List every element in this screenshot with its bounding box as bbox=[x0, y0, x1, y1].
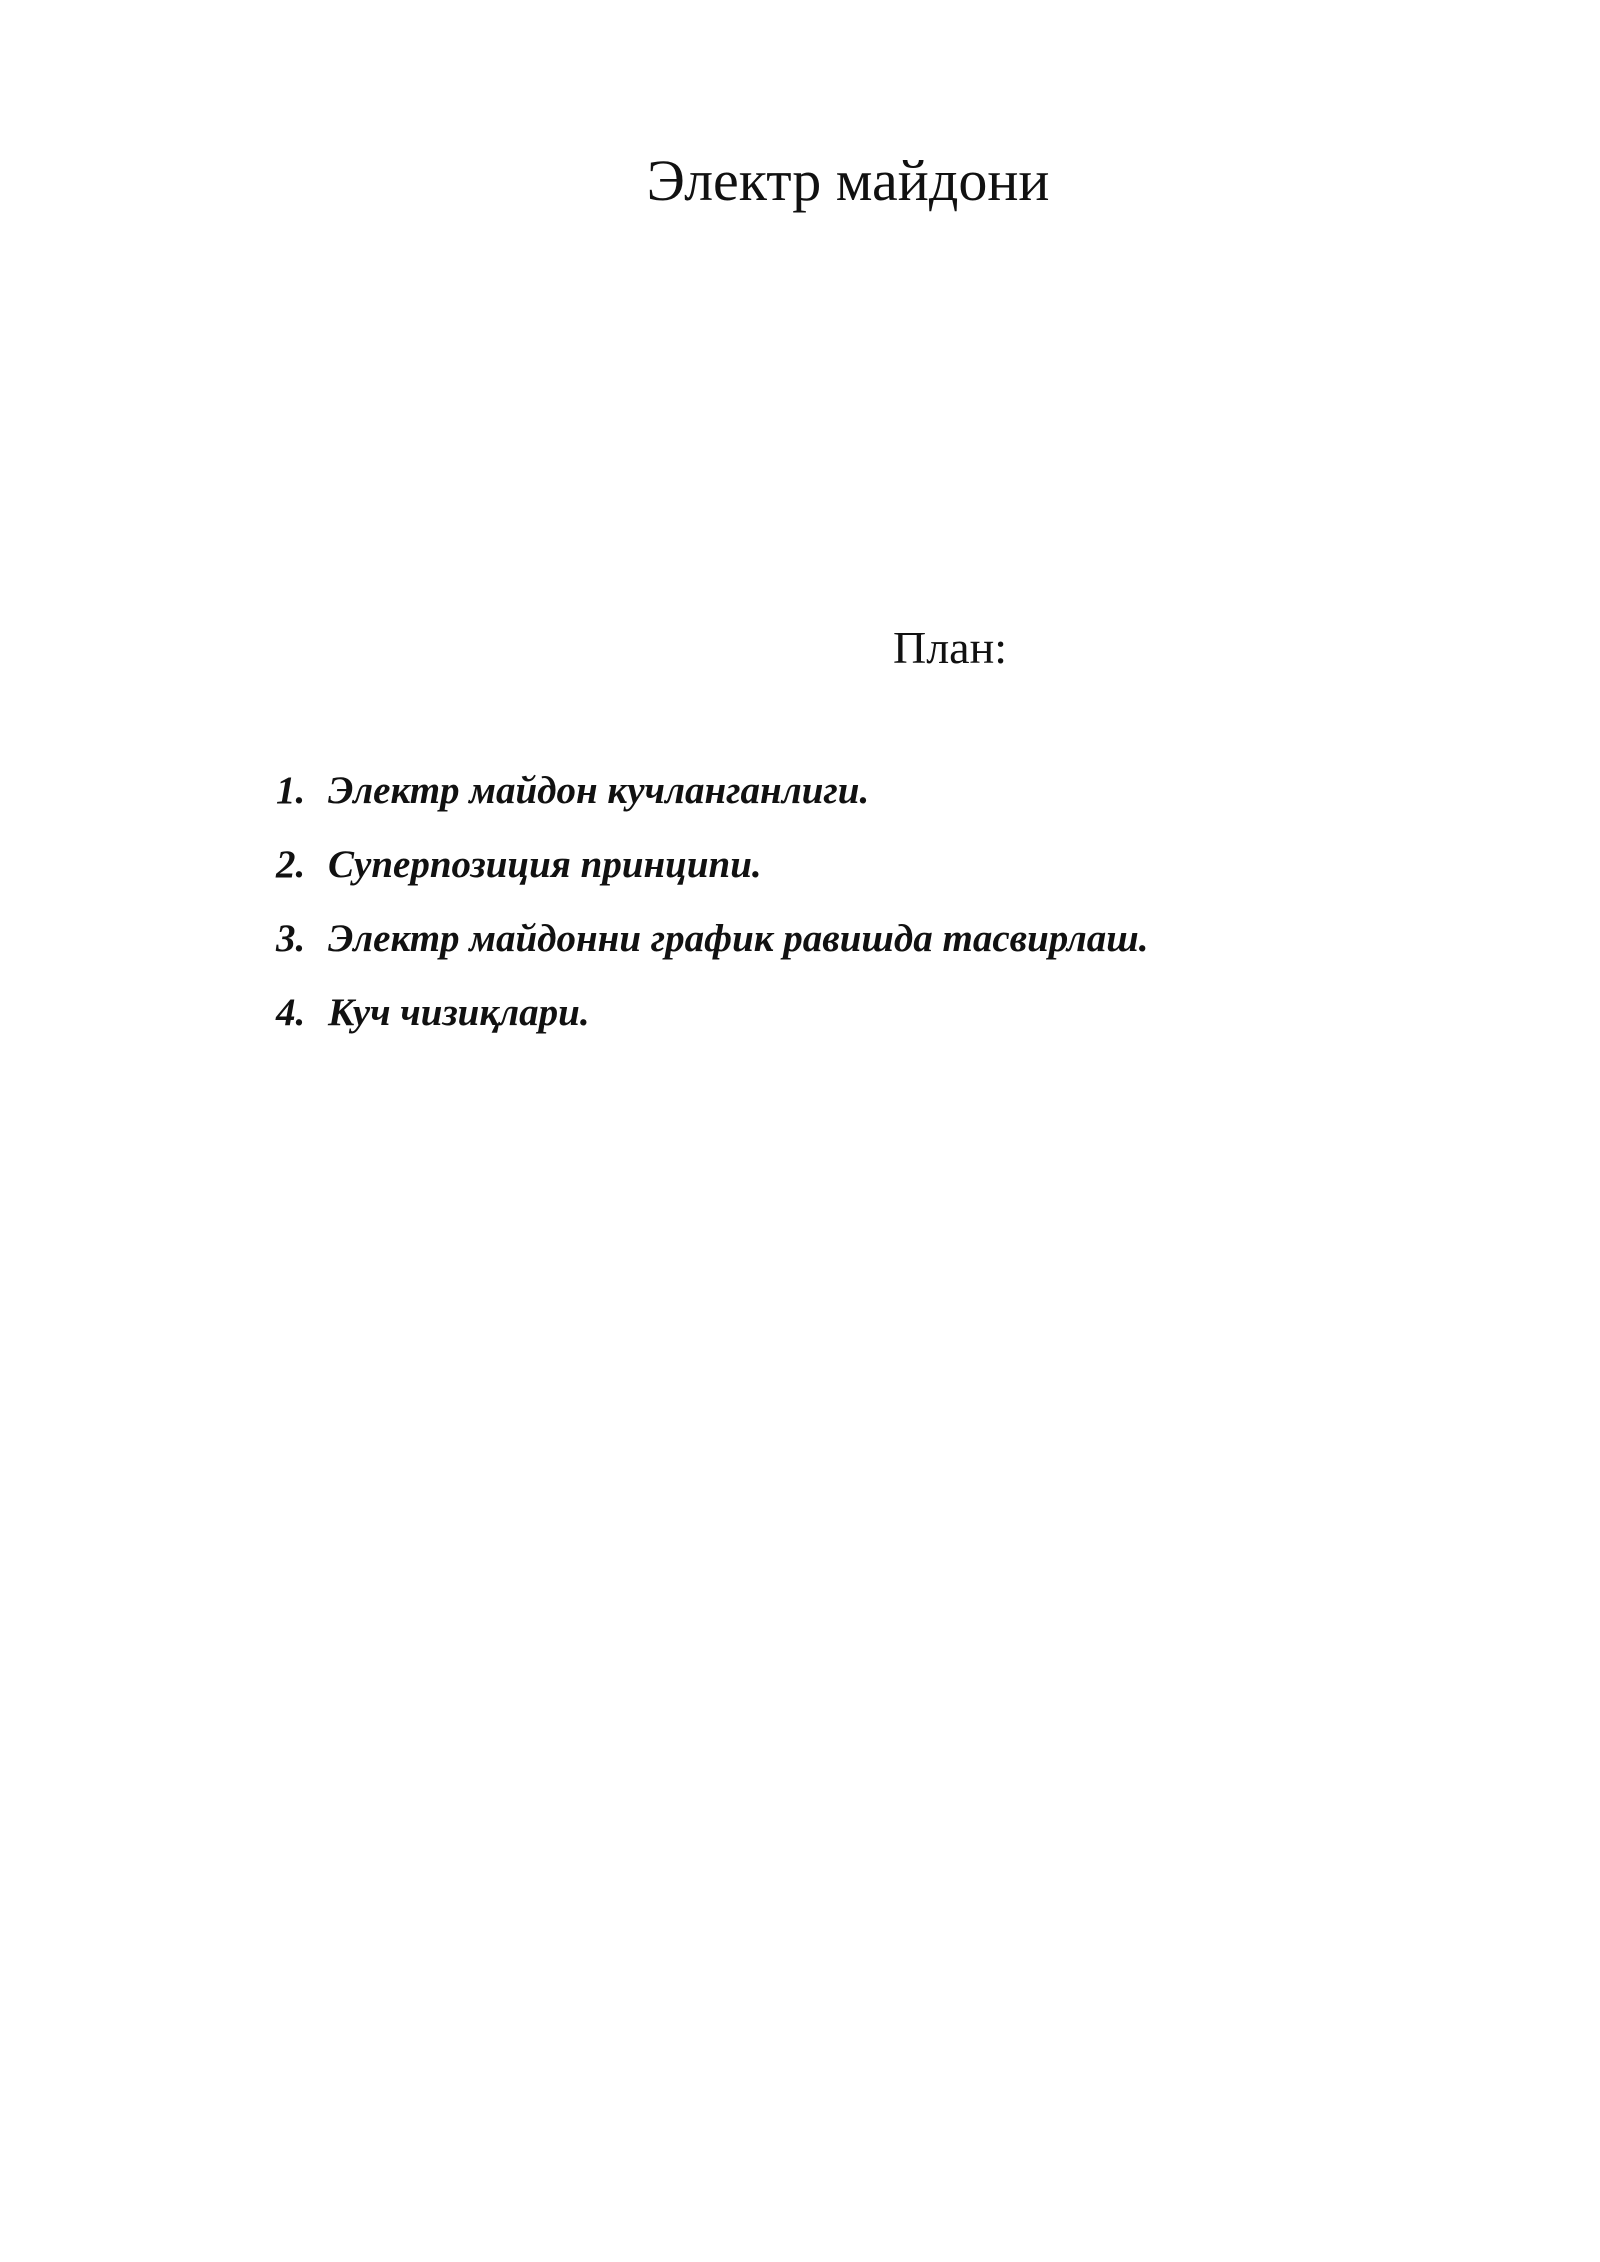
plan-item-text: Куч чизиқлари. bbox=[328, 991, 590, 1034]
plan-item-2 bbox=[276, 842, 1476, 916]
plan-item-number: 3. bbox=[276, 917, 306, 960]
plan-item-number: 4. bbox=[276, 991, 306, 1034]
plan-item-text: Электр майдонни график равишда тасвирлаш. bbox=[328, 917, 1149, 960]
plan-item-number: 1. bbox=[276, 769, 306, 812]
plan-item-4 bbox=[276, 990, 1476, 1064]
plan-item-number: 2. bbox=[276, 843, 306, 886]
plan-heading: План: bbox=[893, 622, 1007, 673]
document-title: Электр майдони bbox=[646, 148, 1050, 213]
plan-list bbox=[276, 768, 1476, 1064]
plan-item-text: Электр майдон кучланганлиги. bbox=[328, 769, 870, 812]
plan-item-3 bbox=[276, 916, 1476, 990]
plan-item-text: Суперпозиция принципи. bbox=[328, 843, 762, 886]
plan-item-1 bbox=[276, 768, 1476, 842]
